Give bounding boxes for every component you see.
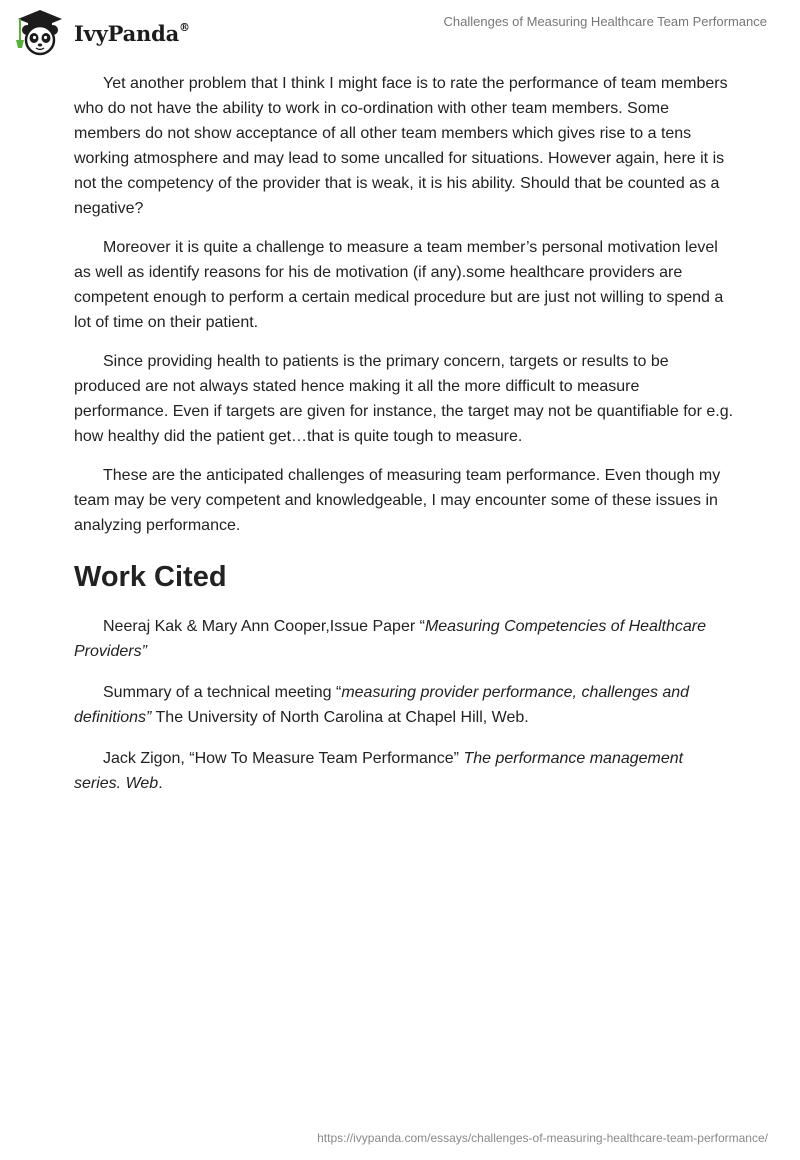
- document-title: Challenges of Measuring Healthcare Team Performance: [443, 14, 767, 29]
- ivypanda-logo[interactable]: [14, 8, 190, 56]
- body-paragraph: Since providing health to patients is the primary concern, targets or results to be produced are not always stated hence making it all the more difficult to measure performance. Even if targets are given for instance, the target may not be quantifiable for e.g. how healthy did the patient get…that is quite tough to measure.: [74, 353, 734, 445]
- body-paragraph: Moreover it is quite a challenge to measure a team member’s personal motivation level as well as identify reasons for his de motivation (if any).some healthcare providers are competent enough to perform a certain medical procedure but are just not willing to spend a lot of time on their patient.: [74, 239, 724, 331]
- reference-entry: [74, 680, 734, 730]
- panda-graduate-icon: [14, 8, 66, 56]
- reference-text: Jack Zigon, “How To Measure Team Performance”: [103, 750, 464, 767]
- works-cited-heading: Work Cited: [74, 561, 227, 593]
- reference-entry: [74, 746, 734, 796]
- reference-entry: [74, 614, 734, 664]
- reference-title: The performance management series. Web: [74, 750, 684, 792]
- reference-text: .: [158, 775, 163, 792]
- reference-text: Neeraj Kak & Mary Ann Cooper,Issue Paper “: [103, 618, 425, 635]
- brand-name: IvyPanda®: [74, 20, 190, 46]
- reference-title: measuring provider performance, challenges and definitions”: [74, 684, 690, 726]
- page-header: [0, 0, 800, 60]
- source-url[interactable]: https://ivypanda.com/essays/challenges-of-measuring-healthcare-team-performance/: [317, 1131, 768, 1145]
- reference-title: Measuring Competencies of Healthcare Providers”: [74, 618, 706, 660]
- body-paragraph: Yet another problem that I think I might face is to rate the performance of team members who do not have the ability to work in co-ordination with other team members. Some members do not show acceptance of all other team members which gives rise to a tens working atmosphere and may lead to some uncalled for situations. However again, here it is not the competency of the provider that is weak, it is his ability. Should that be counted as a negative?: [74, 75, 728, 217]
- body-paragraph: These are the anticipated challenges of measuring team performance. Even though my team may be very competent and knowledgeable, I may encounter some of these issues in analyzing performance.: [74, 467, 721, 534]
- essay-body: [74, 71, 734, 812]
- registered-mark: ®: [179, 20, 190, 34]
- reference-text: Summary of a technical meeting “: [103, 684, 342, 701]
- reference-text: The University of North Carolina at Chapel Hill, Web.: [151, 709, 529, 726]
